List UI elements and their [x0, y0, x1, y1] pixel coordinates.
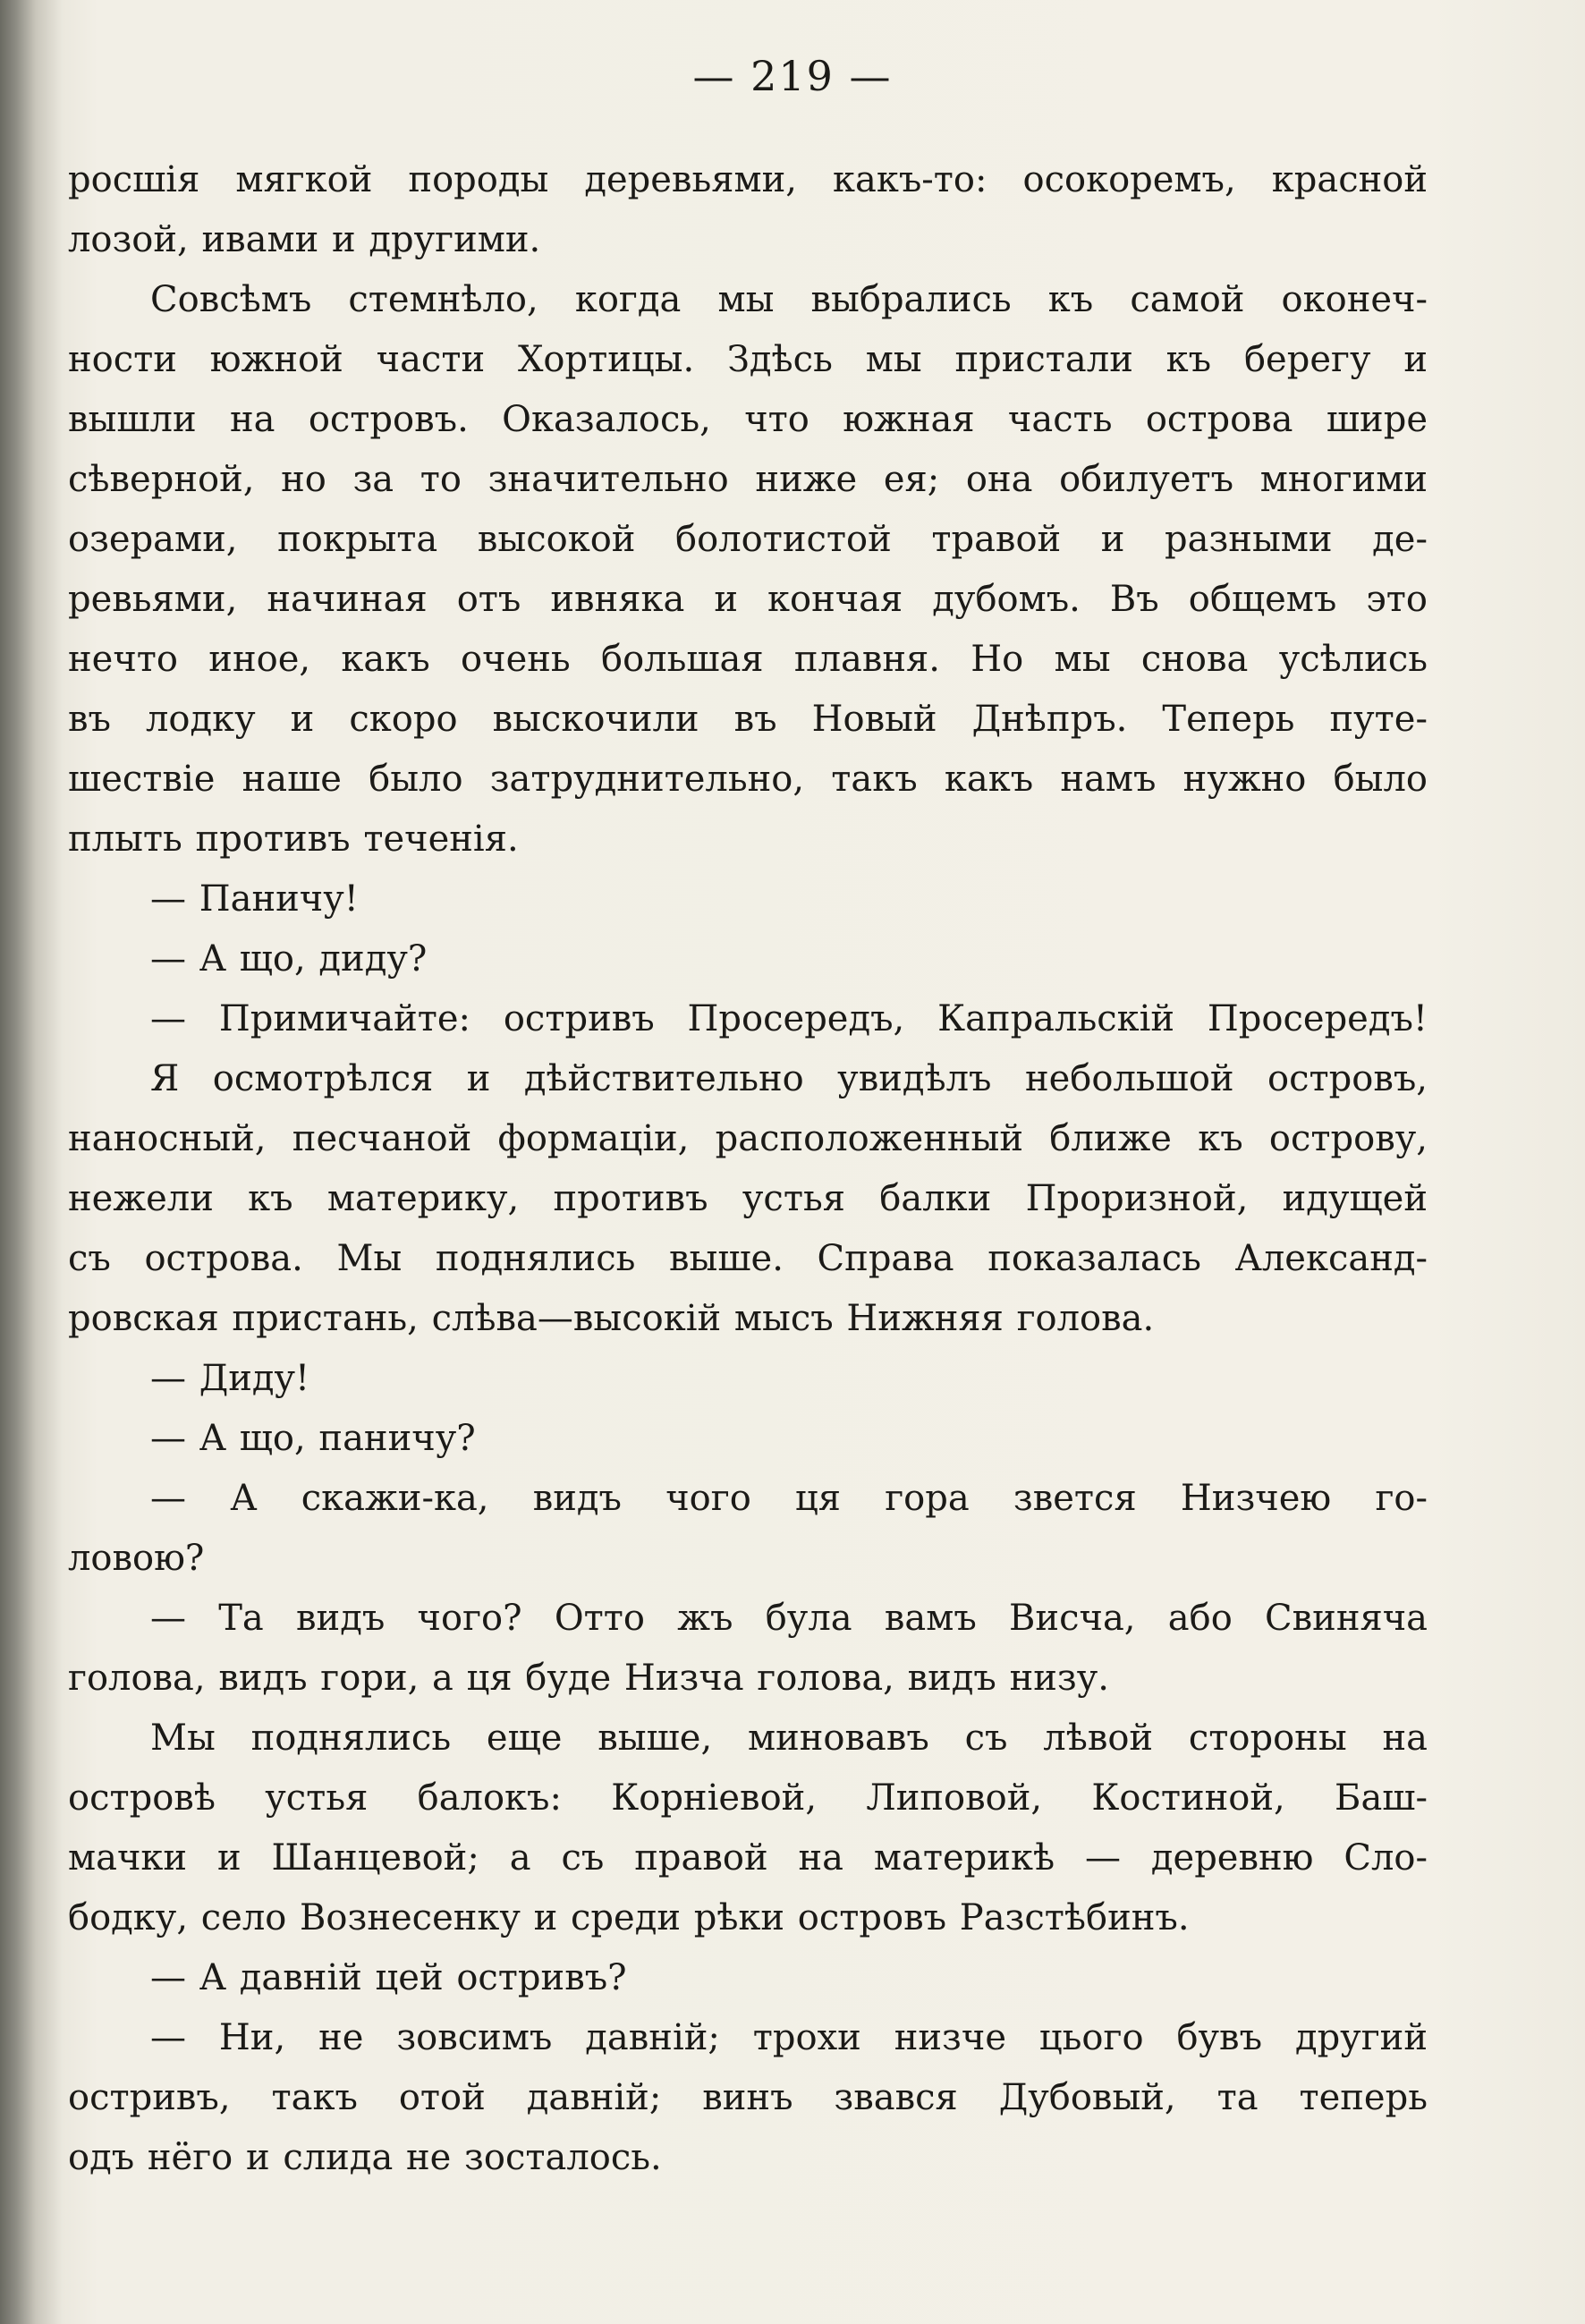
text-line: остривъ, такъ отой давній; винъ звався Дубовый, та теперь: [68, 2077, 1428, 2118]
page-number: — 219 —: [692, 52, 893, 100]
text-line: — Паничу!: [150, 878, 359, 920]
text-line: — А що, паничу?: [150, 1418, 476, 1459]
text-line: нежели къ материку, противъ устья балки Проризной, идущей: [68, 1178, 1428, 1219]
text-line: вышли на островъ. Оказалось, что южная часть острова шире: [68, 399, 1428, 440]
text-line: — Ни, не зовсимъ давній; трохи низче цього бувъ другий: [150, 2017, 1428, 2058]
text-line: наносный, песчаной формаціи, расположенный ближе къ острову,: [68, 1118, 1428, 1159]
text-line: ности южной части Хортицы. Здѣсь мы пристали къ берегу и: [68, 339, 1428, 380]
text-line: въ лодку и скоро выскочили въ Новый Днѣпръ. Теперь путе-: [68, 699, 1428, 740]
text-line: островѣ устья балокъ: Корніевой, Липовой, Костиной, Баш-: [68, 1777, 1428, 1819]
text-line: — Примичайте: остривъ Просередъ, Капральскій Просередъ!: [150, 998, 1428, 1039]
text-line: Я осмотрѣлся и дѣйствительно увидѣлъ небольшой островъ,: [150, 1058, 1428, 1099]
text-line: ревьями, начиная отъ ивняка и кончая дубомъ. Въ общемъ это: [68, 579, 1428, 620]
text-line: одъ нёго и слида не зосталось.: [68, 2137, 662, 2178]
text-line: росшія мягкой породы деревьями, какъ-то: осокоремъ, красной: [68, 159, 1428, 200]
text-line: плыть противъ теченія.: [68, 818, 519, 860]
text-line: голова, видъ гори, а ця буде Низча голова, видъ низу.: [68, 1658, 1109, 1699]
text-line: ловою?: [68, 1538, 205, 1579]
body-text: [68, 150, 1428, 2188]
text-line: бодку, село Вознесенку и среди рѣки островъ Разстѣбинъ.: [68, 1897, 1190, 1938]
text-line: лозой, ивами и другими.: [68, 219, 541, 260]
text-line: нечто иное, какъ очень большая плавня. Но мы снова усѣлись: [68, 639, 1428, 680]
text-line: Совсѣмъ стемнѣло, когда мы выбрались къ самой оконеч-: [150, 279, 1428, 320]
text-line: — А що, диду?: [150, 938, 428, 980]
text-line: — А скажи-ка, видъ чого ця гора звется Низчею го-: [150, 1478, 1428, 1519]
text-line: — А давній цей остривъ?: [150, 1957, 627, 1998]
text-line: сѣверной, но за то значительно ниже ея; она обилуетъ многими: [68, 459, 1428, 500]
text-line: съ острова. Мы поднялись выше. Справа показалась Александ-: [68, 1238, 1428, 1279]
text-line: озерами, покрыта высокой болотистой травой и разными де-: [68, 519, 1428, 560]
text-line: — Диду!: [150, 1358, 310, 1399]
text-line: мачки и Шанцевой; а съ правой на материкѣ — деревню Сло-: [68, 1837, 1428, 1879]
text-line: — Та видъ чого? Отто жъ була вамъ Висча, або Свиняча: [150, 1598, 1428, 1639]
text-line: шествіе наше было затруднительно, такъ какъ намъ нужно было: [68, 759, 1428, 800]
text-line: Мы поднялись еще выше, миновавъ съ лѣвой стороны на: [150, 1718, 1428, 1759]
text-line: ровская пристань, слѣва—высокій мысъ Нижняя голова.: [68, 1298, 1155, 1339]
